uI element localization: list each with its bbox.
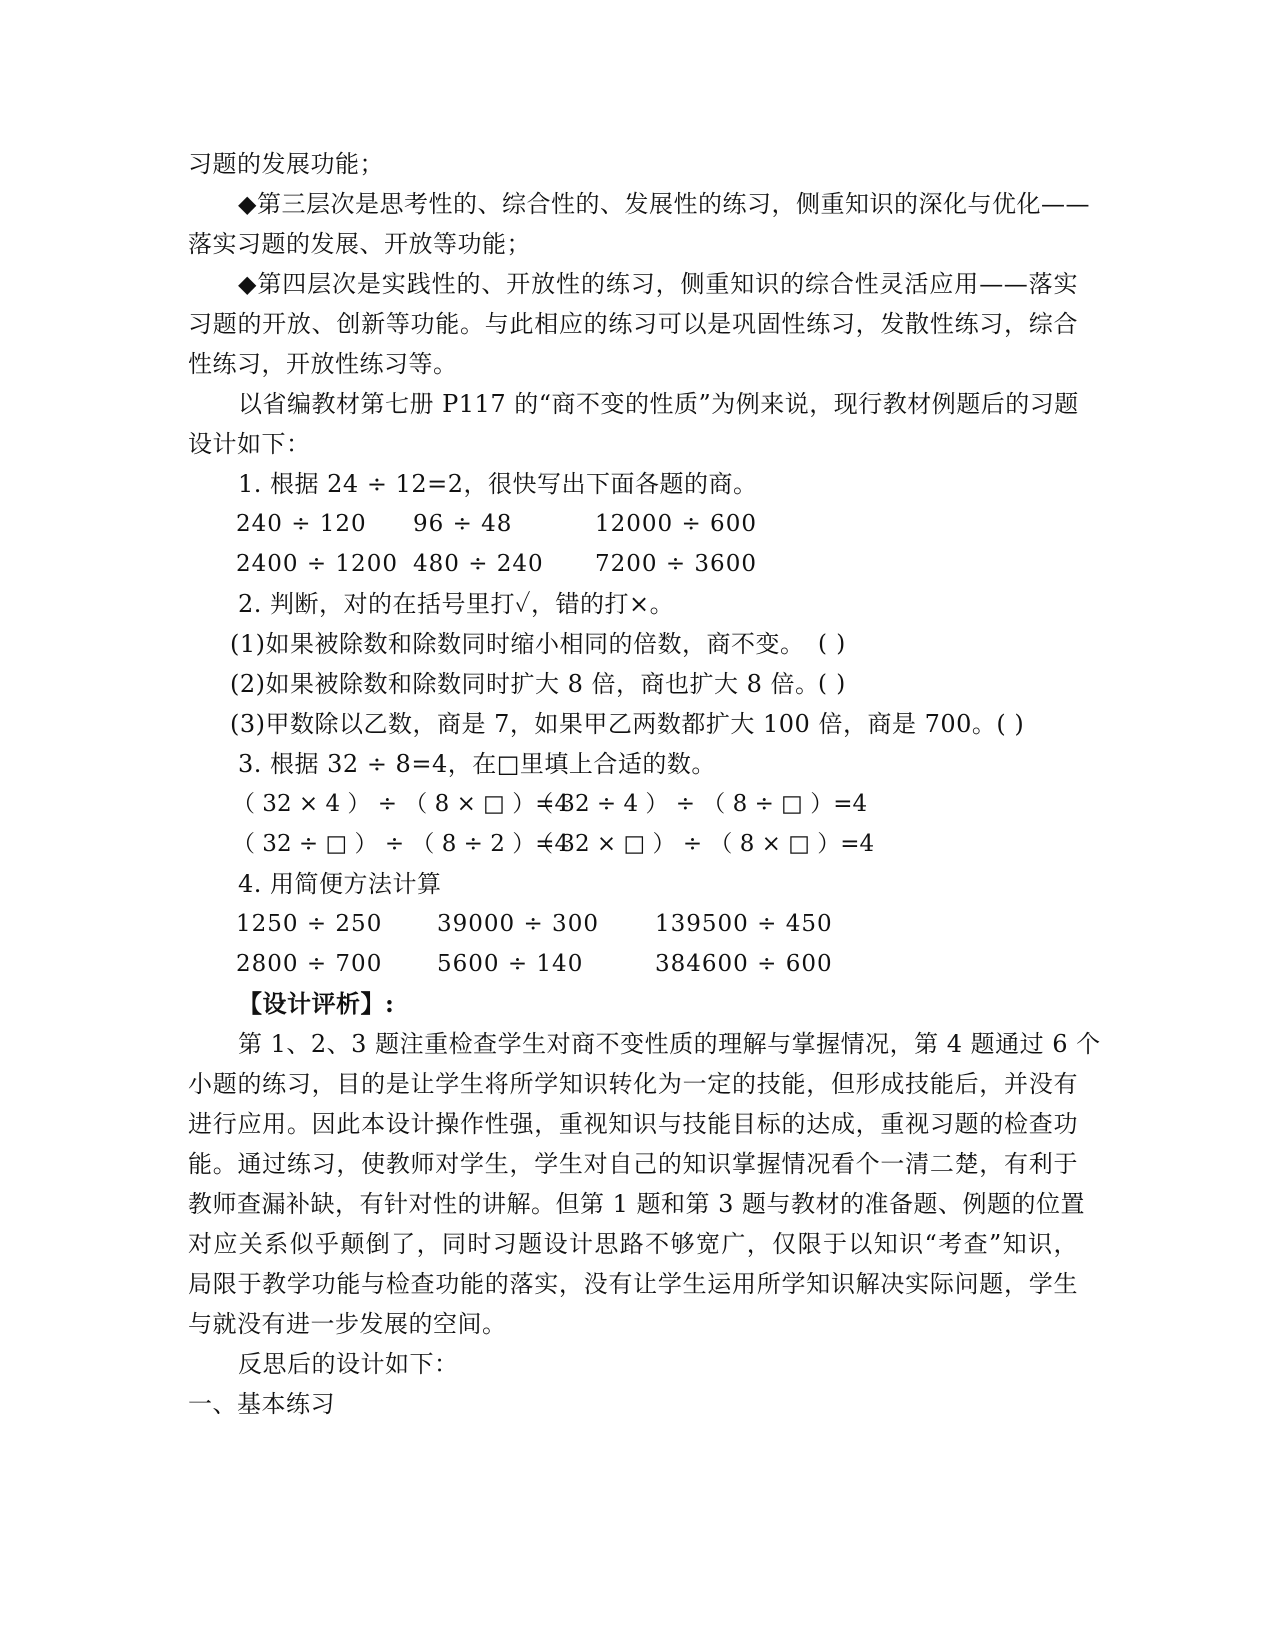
exercise-cell: 5600 ÷ 140 xyxy=(437,951,584,977)
paragraph-line: 性练习，开放性练习等。 xyxy=(188,350,458,378)
exercise-cell: 39000 ÷ 300 xyxy=(437,911,599,937)
question-heading: 1. 根据 24 ÷ 12=2，很快写出下面各题的商。 xyxy=(238,470,758,498)
paragraph-line: 以省编教材第七册 P117 的“商不变的性质”为例来说，现行教材例题后的习题 xyxy=(238,390,1079,418)
exercise-cell: 2400 ÷ 1200 xyxy=(236,551,398,577)
exercise-cell: 240 ÷ 120 xyxy=(236,511,367,537)
fill-in-expression: （ 32 ÷ □ ） ÷ （ 8 ÷ 2 ）=4 xyxy=(232,831,570,857)
paragraph-line: 能。通过练习，使教师对学生，学生对自己的知识掌握情况看个一清二楚，有利于 xyxy=(188,1150,1078,1178)
exercise-cell: 7200 ÷ 3600 xyxy=(595,551,757,577)
paragraph-line: 反思后的设计如下： xyxy=(238,1350,459,1378)
exercise-cell: 2800 ÷ 700 xyxy=(236,951,383,977)
paragraph-line: ◆第三层次是思考性的、综合性的、发展性的练习，侧重知识的深化与优化—— xyxy=(238,190,1090,218)
paragraph-line: 习题的开放、创新等功能。与此相应的练习可以是巩固性练习，发散性练习，综合 xyxy=(188,310,1078,338)
exercise-cell: 480 ÷ 240 xyxy=(413,551,544,577)
judgement-item: (1)如果被除数和除数同时缩小相同的倍数，商不变。 xyxy=(230,630,805,658)
exercise-cell: 12000 ÷ 600 xyxy=(595,511,757,537)
question-heading: 4. 用简便方法计算 xyxy=(238,870,442,898)
exercise-cell: 96 ÷ 48 xyxy=(413,511,513,537)
section-heading: 一、基本练习 xyxy=(188,1390,335,1418)
paragraph-line: 设计如下： xyxy=(188,430,311,458)
answer-parentheses: ( ) xyxy=(818,631,847,657)
fill-in-expression: （ 32 × 4 ） ÷ （ 8 × □ ）=4 xyxy=(232,791,570,817)
paragraph-line: 与就没有进一步发展的空间。 xyxy=(188,1310,507,1338)
exercise-cell: 1250 ÷ 250 xyxy=(236,911,383,937)
paragraph-line: 进行应用。因此本设计操作性强，重视知识与技能目标的达成，重视习题的检查功 xyxy=(188,1110,1078,1138)
paragraph-line: 教师查漏补缺，有针对性的讲解。但第 1 题和第 3 题与教材的准备题、例题的位置 xyxy=(188,1190,1086,1218)
section-heading: 【设计评析】: xyxy=(238,989,395,1018)
paragraph-line: ◆第四层次是实践性的、开放性的练习，侧重知识的综合性灵活应用——落实 xyxy=(238,270,1078,298)
question-heading: 2. 判断，对的在括号里打✓，错的打×。 xyxy=(238,590,675,618)
paragraph-line: 落实习题的发展、开放等功能； xyxy=(188,230,531,258)
paragraph-line: 第 1、2、3 题注重检查学生对商不变性质的理解与掌握情况，第 4 题通过 6 个 xyxy=(238,1030,1101,1058)
answer-parentheses: ( ) xyxy=(818,671,847,697)
question-heading: 3. 根据 32 ÷ 8=4，在□里填上合适的数。 xyxy=(238,750,716,778)
exercise-cell: 384600 ÷ 600 xyxy=(655,951,833,977)
exercise-cell: 139500 ÷ 450 xyxy=(655,911,833,937)
judgement-item: (3)甲数除以乙数，商是 7，如果甲乙两数都扩大 100 倍，商是 700。( ) xyxy=(230,710,1025,738)
paragraph-line: 局限于教学功能与检查功能的落实，没有让学生运用所学知识解决实际问题，学生 xyxy=(188,1270,1078,1298)
judgement-item: (2)如果被除数和除数同时扩大 8 倍，商也扩大 8 倍。 xyxy=(230,670,820,698)
fill-in-expression: （ 32 ÷ 4 ） ÷ （ 8 ÷ □ ）=4 xyxy=(530,791,868,817)
paragraph-line: 对应关系似乎颠倒了，同时习题设计思路不够宽广，仅限于以知识“考查”知识， xyxy=(188,1230,1078,1258)
paragraph-line: 习题的发展功能； xyxy=(188,150,384,178)
paragraph-line: 小题的练习，目的是让学生将所学知识转化为一定的技能，但形成技能后，并没有 xyxy=(188,1070,1078,1098)
fill-in-expression: （ 32 × □ ） ÷ （ 8 × □ ）=4 xyxy=(530,831,875,857)
